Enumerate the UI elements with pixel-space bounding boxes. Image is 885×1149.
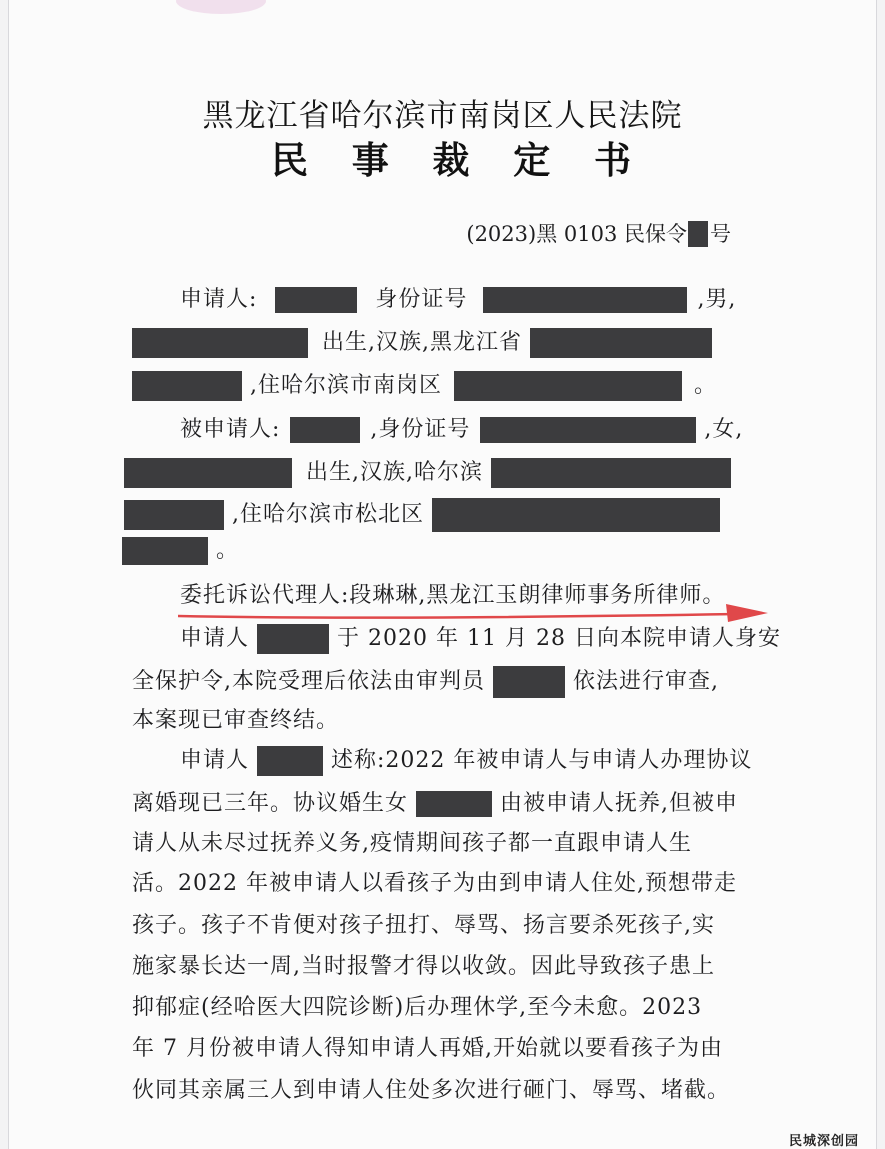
redaction-block [290,417,360,443]
text-segment: 全保护令,本院受理后依法由审判员 [132,669,485,694]
redaction-block [416,791,492,817]
text-line [132,789,738,819]
text-segment: 出生,汉族,哈尔滨 [306,460,483,485]
text-line [180,285,736,315]
text-segment: 依法进行审查, [573,669,719,694]
title-char: 民 [271,138,308,182]
redaction-block [530,328,712,358]
text-line [132,666,719,698]
text-segment: ,住哈尔滨市松北区 [232,502,424,527]
text-segment: 申请人 [180,748,250,773]
text-line [132,328,712,358]
text-line: 请人从未尽过抚养义务,疫情期间孩子都一直跟申请人生 [132,831,692,856]
watermark: 民城深创园 [788,1134,859,1149]
document-type-title [271,138,631,182]
text-segment: 。 [216,538,240,563]
redaction-block [124,458,292,488]
text-line [124,498,720,532]
court-name: 黑龙江省哈尔滨市南岗区人民法院 [202,98,683,134]
annotation-arrow [178,602,776,624]
text-line [122,536,239,566]
text-line [180,624,781,654]
text-line: 年 7 月份被申请人得知申请人再婚,开始就以要看孩子为由 [132,1036,723,1061]
text-line: 施家暴长达一周,当时报警才得以收敛。因此导致孩子患上 [132,954,715,979]
text-line [124,458,731,488]
redaction-block [122,537,208,565]
case-number [466,219,731,249]
label-id-number: ,身份证号 [370,417,471,442]
text-line [180,746,752,776]
redaction-block [257,624,329,654]
text-line: 孩子。孩子不肯便对孩子扭打、辱骂、扬言要杀死孩子,实 [132,913,715,938]
case-number-suffix: 号 [710,222,731,246]
text-line: 本案现已审查终结。 [132,708,340,733]
text-segment: 出生,汉族,黑龙江省 [322,330,522,355]
title-char: 事 [351,138,389,182]
case-number-prefix: (2023)黑 0103 民保令 [466,222,687,246]
title-char: 定 [513,138,551,182]
text-segment: 。 [694,373,718,398]
text-segment: 述称:2022 年被申请人与申请人办理协议 [331,748,753,773]
label-respondent: 被申请人: [180,417,281,442]
scan-smudge [176,0,266,14]
redaction-block [257,746,323,776]
redaction-block [480,417,696,443]
redaction-block [493,666,565,698]
title-char: 裁 [432,138,470,182]
redaction-block [275,287,357,313]
text-line: 活。2022 年被申请人以看孩子为由到申请人住处,预想带走 [132,871,737,896]
text-line [180,415,743,445]
text-line [132,371,717,401]
redaction-block [688,221,708,247]
agent-line: 委托诉讼代理人:段琳琳,黑龙江玉朗律师事务所律师。 [180,583,726,608]
text-segment: 申请人 [180,626,250,651]
text-segment: ,女, [704,417,744,442]
redaction-block [483,287,687,313]
redaction-block [432,498,720,532]
redaction-block [132,328,308,358]
redaction-block [124,500,224,530]
document-page [8,0,877,1149]
text-segment: ,住哈尔滨市南岗区 [250,373,442,398]
text-segment: 由被申请人抚养,但被申 [500,791,739,816]
redaction-block [454,371,682,401]
title-char: 书 [594,138,631,182]
redaction-block [132,371,242,401]
redaction-block [491,458,731,488]
label-applicant: 申请人: [180,287,258,312]
text-line: 抑郁症(经哈医大四院诊断)后办理休学,至今未愈。2023 [132,995,703,1020]
text-line: 伙同其亲属三人到申请人住处多次进行砸门、辱骂、堵截。 [132,1078,731,1103]
text-segment: 于 2020 年 11 月 28 日向本院申请人身安 [337,626,781,651]
label-id-number: 身份证号 [375,287,468,312]
text-segment: 离婚现已三年。协议婚生女 [132,791,409,816]
text-segment: ,男, [697,287,737,312]
